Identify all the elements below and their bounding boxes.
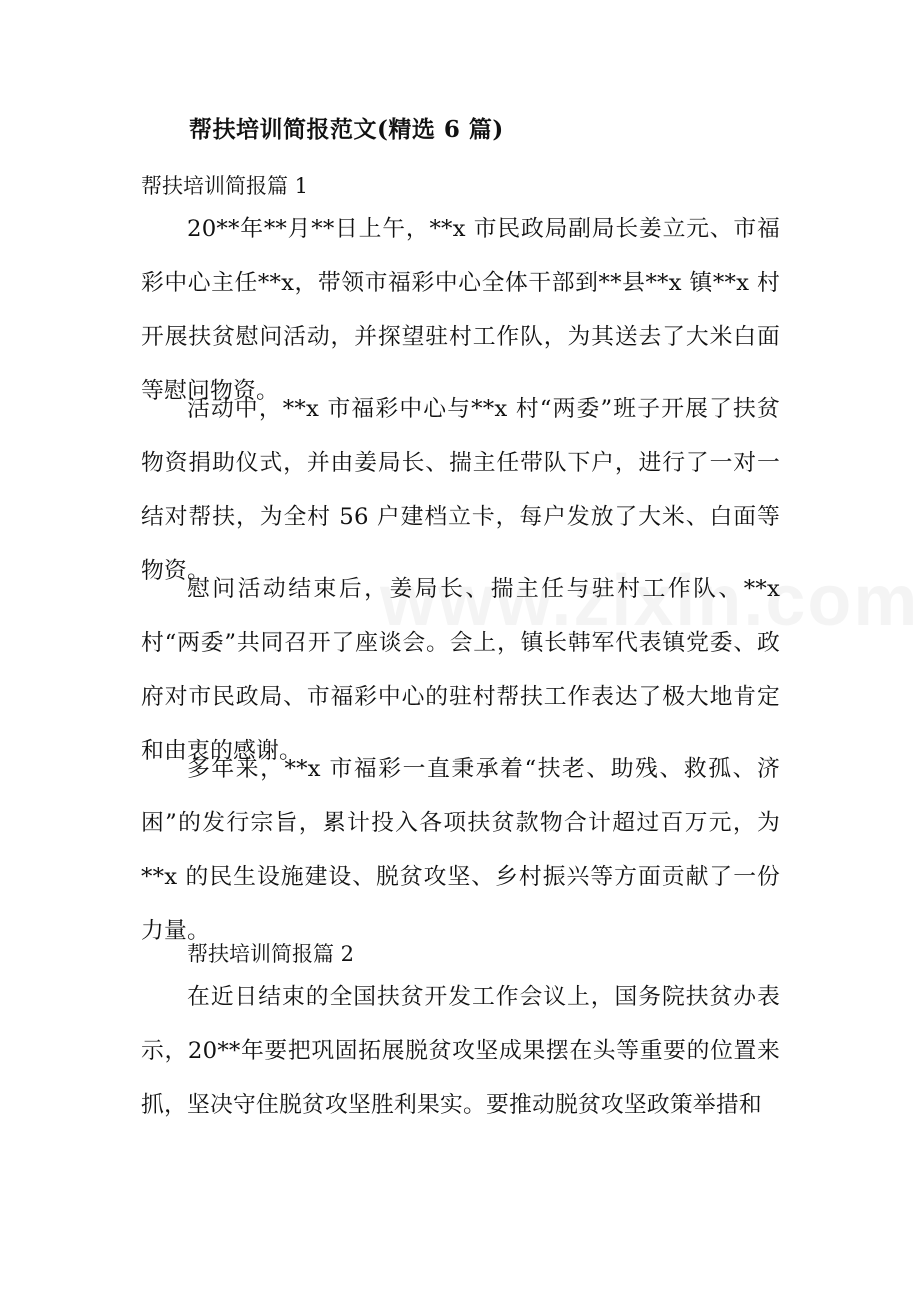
- section-heading-2: 帮扶培训简报篇 2: [187, 942, 355, 966]
- document-title: 帮扶培训简报范文(精选 6 篇): [189, 116, 504, 143]
- paragraph-1-3: 慰问活动结束后，姜局长、揣主任与驻村工作队、**x 村“两委”共同召开了座谈会。会上，镇长韩军代表镇党委、政府对市民政局、市福彩中心的驻村帮扶工作表达了极大地肯定和由衷的感谢。: [141, 576, 780, 764]
- paragraph-1-4: 多年来，**x 市福彩一直秉承着“扶老、助残、救孤、济困”的发行宗旨，累计投入各项扶贫款物合计超过百万元，为**x 的民生设施建设、脱贫攻坚、乡村振兴等方面贡献了一份力量。: [141, 756, 780, 944]
- paragraph-1-2: 活动中，**x 市福彩中心与**x 村“两委”班子开展了扶贫物资捐助仪式，并由姜局长、揣主任带队下户，进行了一对一结对帮扶，为全村 56 户建档立卡，每户发放了大米、白面等物资。: [141, 396, 780, 584]
- paragraph-2-1: 在近日结束的全国扶贫开发工作会议上，国务院扶贫办表示，20**年要把巩固拓展脱贫攻坚成果摆在头等重要的位置来抓，坚决守住脱贫攻坚胜利果实。要推动脱贫攻坚政策举措和: [141, 984, 780, 1118]
- section-heading-1: 帮扶培训简报篇 1: [141, 174, 309, 198]
- paragraph-1-1: 20**年**月**日上午，**x 市民政局副局长姜立元、市福彩中心主任**x，带领市福彩中心全体干部到**县**x 镇**x 村开展扶贫慰问活动，并探望驻村工作队，为其送去了大米白面等慰问物资。: [141, 216, 780, 404]
